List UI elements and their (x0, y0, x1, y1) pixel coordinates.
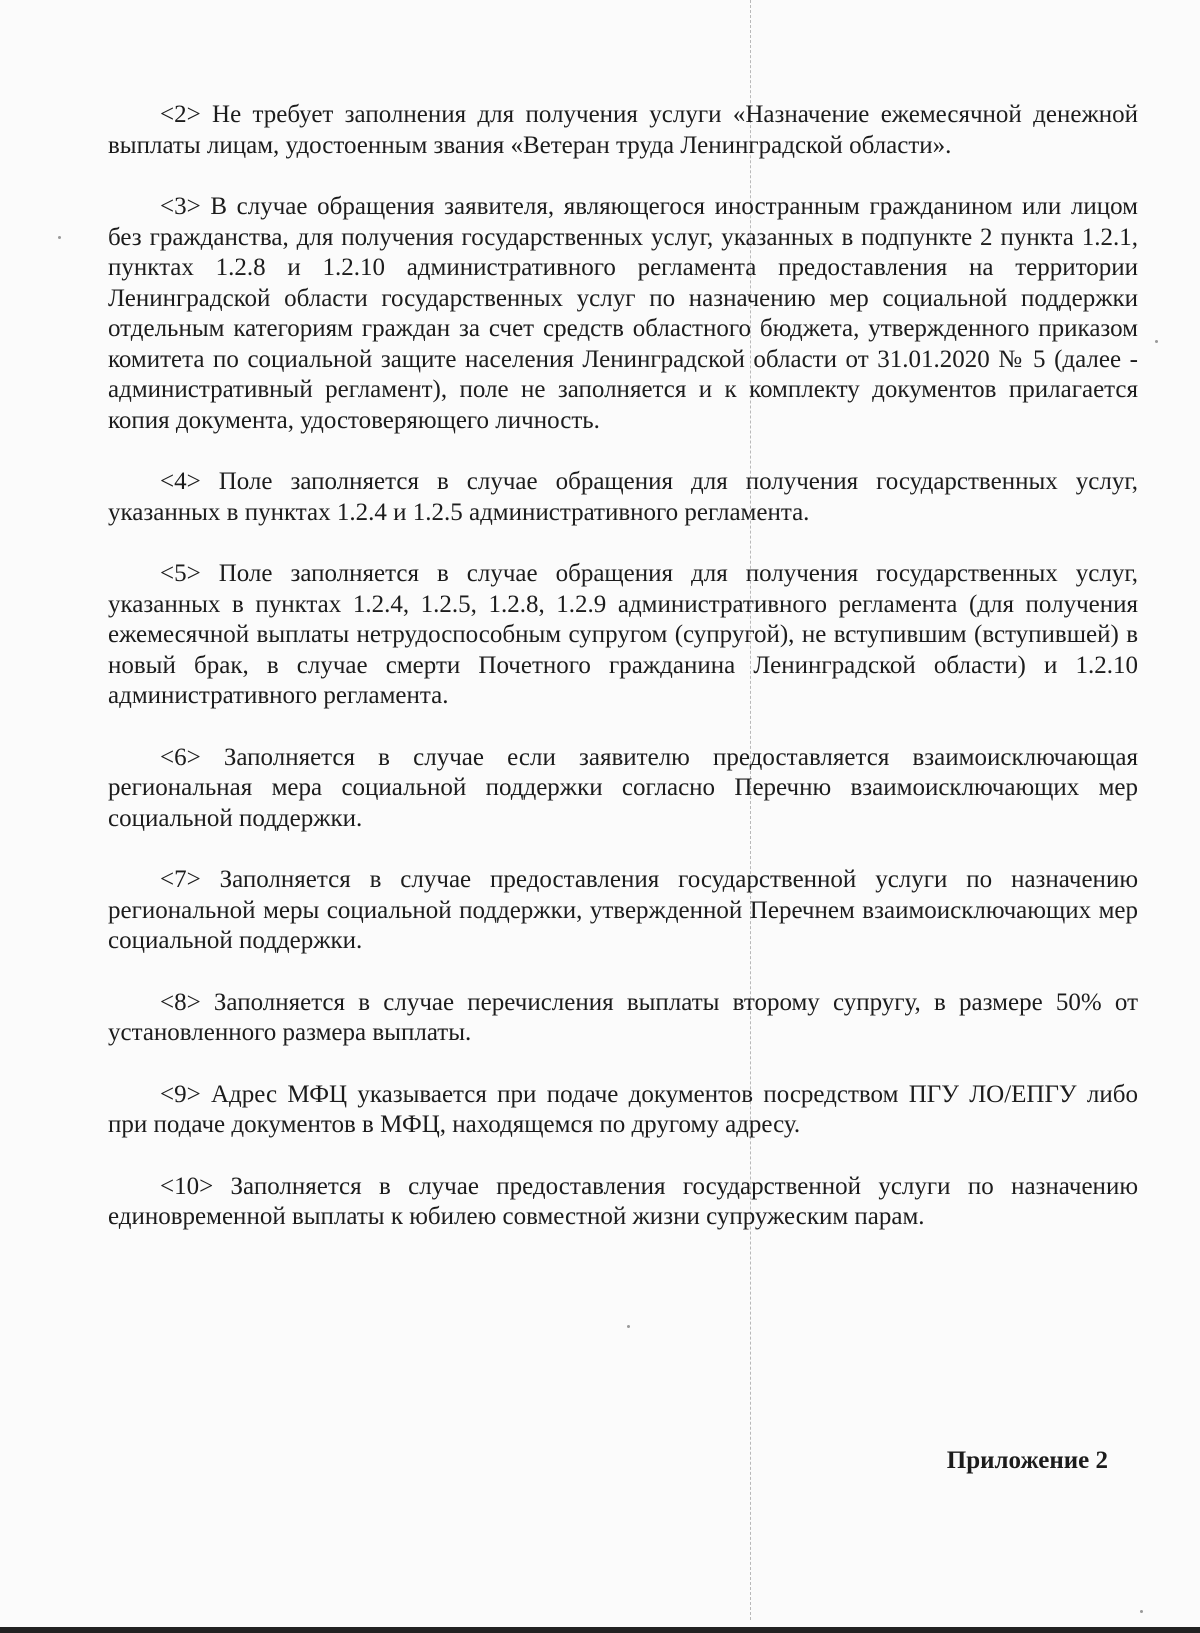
footnote-7: <7> Заполняется в случае предоставления государственной услуги по назначению региональной меры социальной поддержки, утвержденной Перечнем взаимоисключающих мер социальной поддержки. (108, 866, 1138, 954)
scan-speck (58, 236, 61, 239)
scan-speck (1155, 340, 1158, 343)
appendix-heading: Приложение 2 (946, 1447, 1108, 1474)
footnote-4: <4> Поле заполняется в случае обращения для получения государственных услуг, указанных в пунктах 1.2.4 и 1.2.5 административного регламента. (108, 468, 1138, 526)
footnotes-list (108, 100, 1138, 1264)
footnote-8: <8> Заполняется в случае перечисления выплаты второму супругу, в размере 50% от установленного размера выплаты. (108, 988, 1138, 1046)
scan-speck (1140, 1610, 1143, 1613)
footnote-9: <9> Адрес МФЦ указывается при подаче документов посредством ПГУ ЛО/ЕПГУ либо при подаче документов в МФЦ, находящемся по другому адресу. (108, 1080, 1138, 1138)
footnote-6: <6> Заполняется в случае если заявителю предоставляется взаимоисключающая региональная мера социальной поддержки согласно Перечню взаимоисключающих мер социальной поддержки. (108, 743, 1138, 832)
footnote-5: <5> Поле заполняется в случае обращения для получения государственных услуг, указанных в пунктах 1.2.4, 1.2.5, 1.2.8, 1.2.9 административного регламента (для получения ежемесячной выплаты нетрудоспособным супругом (супругой), не вступившим (вступившей) в новый брак, в случае смерти Почетного гражданина Ленинградской области) и 1.2.10 административного регламента. (108, 560, 1138, 709)
scan-bottom-edge (0, 1627, 1200, 1633)
footnote-3: <3> В случае обращения заявителя, являющегося иностранным гражданином или лицом без гражданства, для получения государственных услуг, указанных в подпункте 2 пункта 1.2.1, пунктах 1.2.8 и 1.2.10 административного регламента предоставления на территории Ленинградской области государственных услуг по назначению мер социальной поддержки отдельным категориям граждан за счет средств областного бюджета, утвержденного приказом комитета по социальной защите населения Ленинградской области от 31.01.2020 № 5 (далее - административный регламент), поле не заполняется и к комплекту документов прилагается копия документа, удостоверяющего личность. (108, 193, 1138, 434)
scan-speck (627, 1325, 630, 1328)
footnote-2: <2> Не требует заполнения для получения услуги «Назначение ежемесячной денежной выплаты лицам, удостоенным звания «Ветеран труда Ленинградской области». (108, 101, 1138, 159)
footnote-10: <10> Заполняется в случае предоставления государственной услуги по назначению единовременной выплаты к юбилею совместной жизни супружеским парам. (108, 1172, 1138, 1230)
